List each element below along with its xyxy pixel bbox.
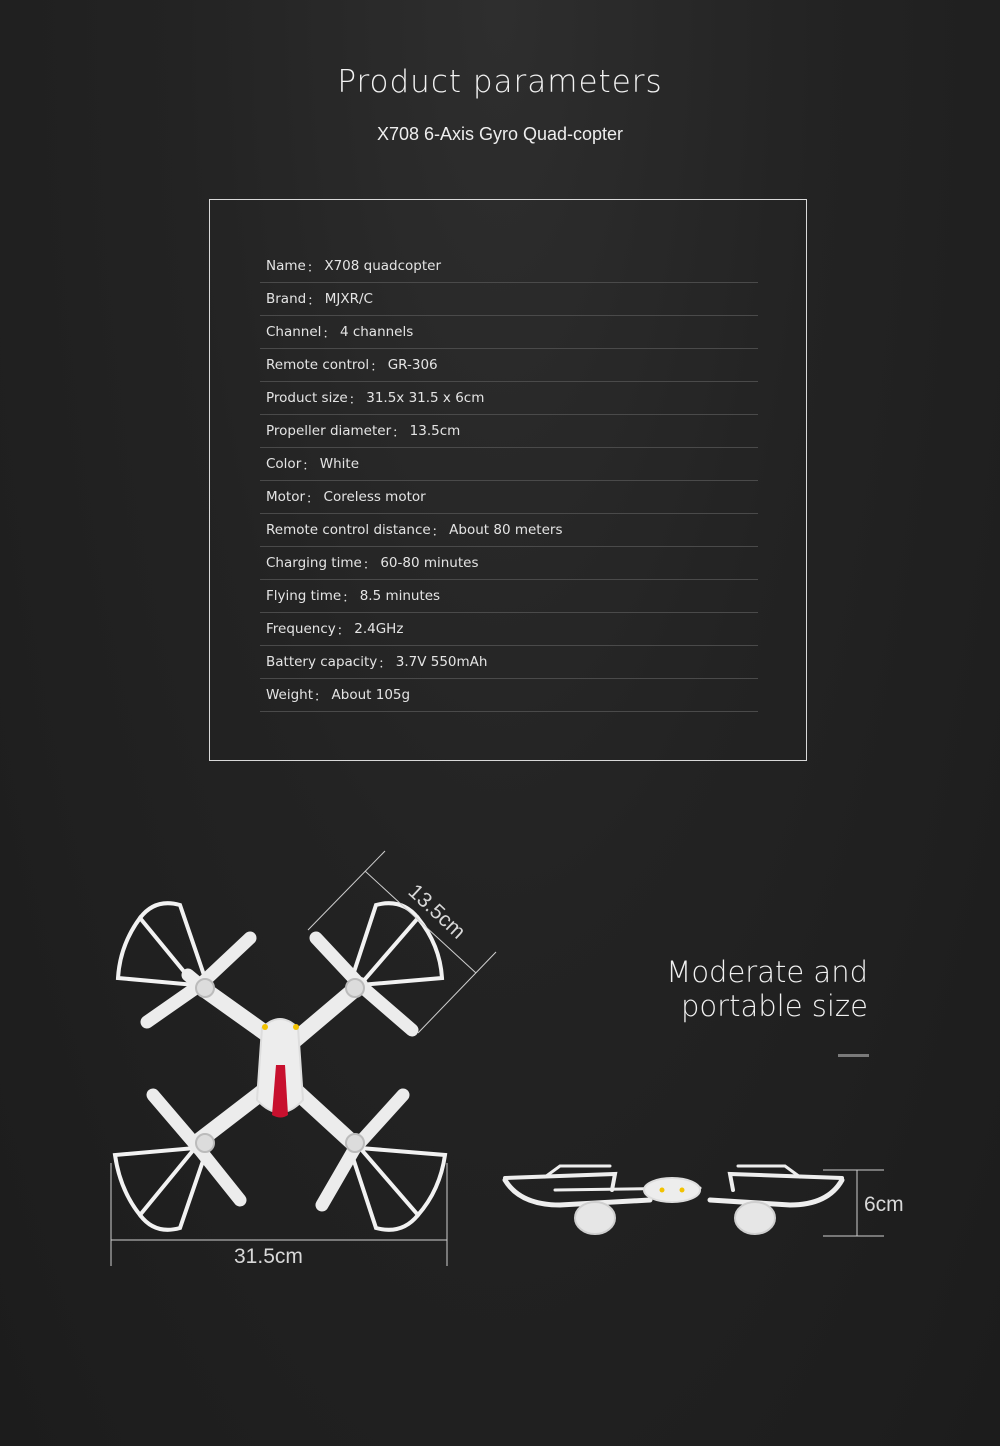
spec-separator: ： <box>342 590 356 606</box>
spec-row <box>260 613 758 646</box>
spec-label: Channel <box>266 324 322 340</box>
spec-label: Battery capacity <box>266 654 378 670</box>
spec-row <box>260 547 758 580</box>
spec-value: 60-80 minutes <box>380 555 479 571</box>
propeller-dimension-label: 13.5cm <box>403 879 470 944</box>
width-dimension-label: 31.5cm <box>234 1245 303 1268</box>
spec-separator: ： <box>370 359 384 375</box>
spec-row <box>260 316 758 349</box>
spec-row <box>260 349 758 382</box>
tagline-line-2: portable size <box>681 989 868 1023</box>
spec-separator: ： <box>392 425 406 441</box>
spec-value: About 80 meters <box>449 522 563 538</box>
spec-value: 2.4GHz <box>354 621 404 637</box>
spec-list <box>260 250 758 712</box>
drone-side-view <box>505 1166 842 1234</box>
spec-label: Product size <box>266 390 348 406</box>
spec-value: About 105g <box>331 687 411 703</box>
drone-dimension-figure <box>0 840 1000 1290</box>
spec-label: Remote control <box>266 357 370 373</box>
spec-value: 8.5 minutes <box>359 588 441 604</box>
spec-label: Name <box>266 258 306 274</box>
spec-label: Weight <box>266 687 314 703</box>
spec-separator: ： <box>431 524 446 540</box>
spec-value: MJXR/C <box>324 291 373 307</box>
spec-separator: ： <box>322 326 336 342</box>
spec-label: Remote control distance <box>266 522 431 538</box>
spec-label: Motor <box>266 489 306 505</box>
spec-label: Brand <box>266 291 307 307</box>
spec-label: Color <box>266 456 302 472</box>
spec-row <box>260 679 758 712</box>
spec-label: Flying time <box>266 588 342 604</box>
spec-table-box <box>209 199 807 761</box>
spec-value: GR-306 <box>387 357 438 373</box>
spec-value: 3.7V 550mAh <box>395 654 488 670</box>
spec-label: Charging time <box>266 555 362 571</box>
spec-row <box>260 580 758 613</box>
spec-separator: ： <box>336 623 351 639</box>
spec-separator: ： <box>348 392 363 408</box>
spec-row <box>260 382 758 415</box>
spec-separator: ： <box>302 458 316 474</box>
spec-value: White <box>319 456 360 472</box>
spec-separator: ： <box>306 491 320 507</box>
spec-separator: ： <box>307 293 321 309</box>
spec-row <box>260 481 758 514</box>
spec-value: 31.5x 31.5 x 6cm <box>366 390 485 406</box>
spec-row <box>260 646 758 679</box>
height-dimension-label: 6cm <box>864 1193 904 1216</box>
spec-separator: ： <box>306 260 321 276</box>
spec-row <box>260 514 758 547</box>
spec-value: X708 quadcopter <box>324 258 442 274</box>
spec-value: 13.5cm <box>409 423 461 439</box>
spec-row <box>260 283 758 316</box>
tagline-line-1: Moderate and <box>666 955 868 989</box>
spec-value: Coreless motor <box>323 489 426 505</box>
page-subtitle: X708 6-Axis Gyro Quad-copter <box>376 124 624 144</box>
drone-top-view <box>115 903 445 1230</box>
spec-row <box>260 448 758 481</box>
spec-separator: ： <box>314 689 328 705</box>
spec-row <box>260 415 758 448</box>
spec-row <box>260 250 758 283</box>
spec-separator: ： <box>362 557 377 573</box>
spec-label: Propeller diameter <box>266 423 392 439</box>
spec-label: Frequency <box>266 621 336 637</box>
spec-value: 4 channels <box>339 324 414 340</box>
spec-separator: ： <box>378 656 392 672</box>
page-title: Product parameters <box>337 64 663 100</box>
